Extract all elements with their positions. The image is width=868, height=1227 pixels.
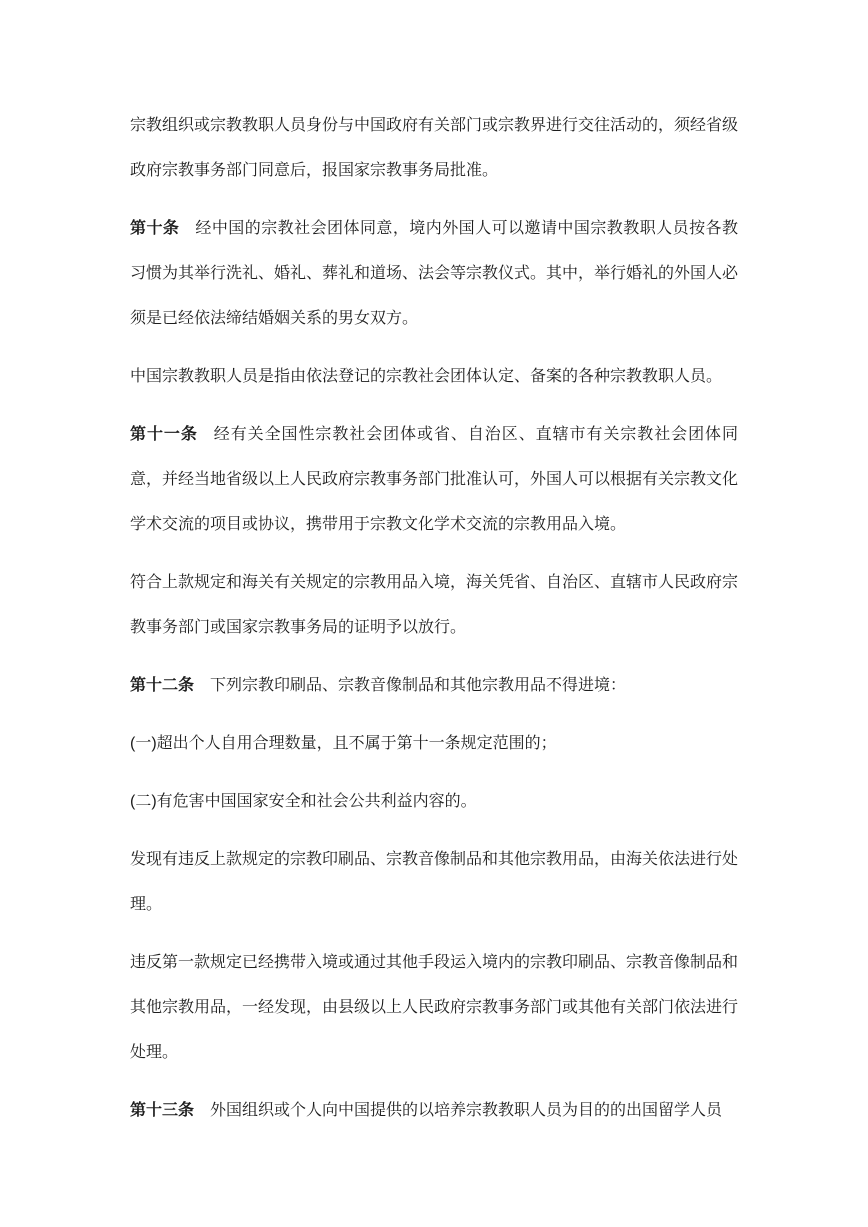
article-paragraph-10 bbox=[130, 206, 738, 341]
list-item-2: (二)有危害中国国家安全和社会公共利益内容的。 bbox=[130, 793, 477, 810]
article-number: 第十条 bbox=[130, 220, 180, 237]
body-paragraph: 发现有违反上款规定的宗教印刷品、宗教音像制品和其他宗教用品，由海关依法进行处理。 bbox=[130, 851, 739, 913]
article-text: 下列宗教印刷品、宗教音像制品和其他宗教用品不得进境： bbox=[210, 677, 627, 694]
body-paragraph: 违反第一款规定已经携带入境或通过其他手段运入境内的宗教印刷品、宗教音像制品和其他宗教用品，一经发现，由县级以上人民政府宗教事务部门或其他有关部门依法进行处理。 bbox=[130, 954, 739, 1061]
article-number: 第十一条 bbox=[130, 426, 198, 443]
body-paragraph: 中国宗教教职人员是指由依法登记的宗教社会团体认定、备案的各种宗教教职人员。 bbox=[130, 368, 723, 385]
body-paragraph: 宗教组织或宗教教职人员身份与中国政府有关部门或宗教界进行交往活动的，须经省级政府宗教事务部门同意后，报国家宗教事务局批准。 bbox=[130, 117, 739, 179]
article-paragraph-13 bbox=[130, 1088, 738, 1133]
article-number: 第十三条 bbox=[130, 1102, 195, 1119]
article-number: 第十二条 bbox=[130, 677, 195, 694]
article-text: 外国组织或个人向中国提供的以培养宗教教职人员为目的的出国留学人员 bbox=[210, 1102, 723, 1119]
body-paragraph: 符合上款规定和海关有关规定的宗教用品入境，海关凭省、自治区、直辖市人民政府宗教事务部门或国家宗教事务局的证明予以放行。 bbox=[130, 574, 739, 636]
article-paragraph-11 bbox=[130, 412, 738, 547]
article-text: 经有关全国性宗教社会团体或省、自治区、直辖市有关宗教社会团体同意，并经当地省级以上人民政府宗教事务部门批准认可，外国人可以根据有关宗教文化学术交流的项目或协议，携带用于宗教文化学术交流的宗教用品入境。 bbox=[130, 426, 739, 533]
document-body bbox=[130, 103, 738, 1133]
article-text: 经中国的宗教社会团体同意，境内外国人可以邀请中国宗教教职人员按各教习惯为其举行洗礼、婚礼、葬礼和道场、法会等宗教仪式。其中，举行婚礼的外国人必须是已经依法缔结婚姻关系的男女双方。 bbox=[130, 220, 739, 327]
list-item-1: (一)超出个人自用合理数量，且不属于第十一条规定范围的； bbox=[130, 735, 557, 752]
article-paragraph-12 bbox=[130, 663, 738, 708]
